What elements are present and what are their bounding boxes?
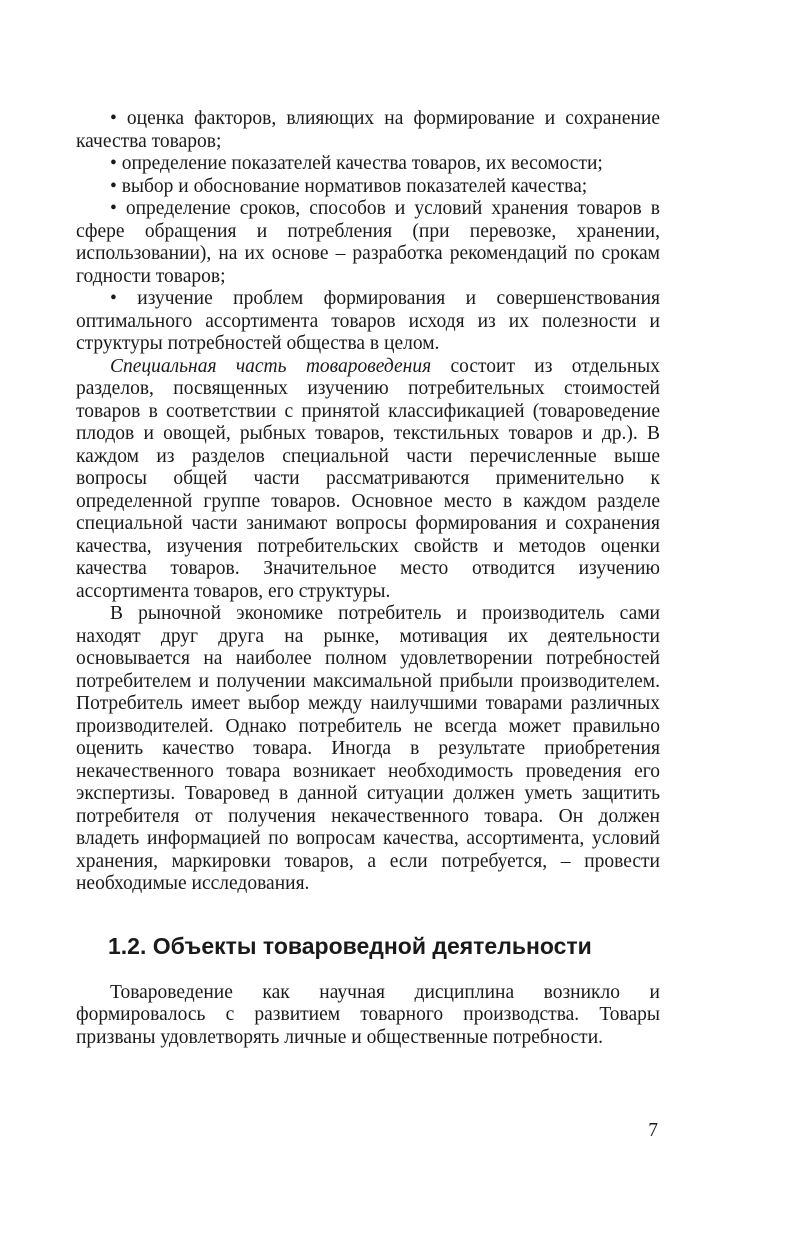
special-part-term: Специальная часть товароведения [110, 355, 432, 377]
bullet-item-assortment: • изучение проблем формирования и совершенствования оптимального ассортимента товаров исходя из их полезности и структуры потребностей общества в целом. [76, 288, 660, 354]
special-part-paragraph [76, 356, 660, 604]
market-economy-paragraph: В рыночной экономике потребитель и производитель сами находят друг друга на рынке, мотивация их деятельности основывается на наиболее полном удовлетворении потребностей потребителем и получении максимальной прибыли производителем. Потребитель имеет выбор между наилучшими товарами различных производителей. Однако потребитель не всегда может правильно оценить качество товара. Иногда в результате приобретения некачественного товара возникает необходимость проведения его экспертизы. Товаровед в данной ситуации должен уметь защитить потребителя от получения некачественного товара. Он должен владеть информацией по вопросам качества, ассортимента, условий хранения, маркировки товаров, а если потребуется, – провести необходимые исследования. [76, 603, 660, 894]
special-part-text: состоит из отдельных разделов, посвященных изучению потребительных стоимостей товаров в соответствии с принятой классификацией (товароведение плодов и овощей, рыбных товаров, текстильных товаров и др.). В каждом из разделов специальной части перечисленные выше вопросы общей части рассматриваются применительно к определенной группе товаров. Основное место в каждом разделе специальной части занимают вопросы формирования и сохранения качества, изучения потребительских свойств и методов оценки качества товаров. Значительное место отводится изучению ассортимента товаров, его структуры. [76, 355, 661, 602]
body-text [76, 108, 660, 896]
bullet-item-quality-indicators: • определение показателей качества товаров, их весомости; [110, 153, 603, 174]
section-body-text [76, 982, 660, 1050]
book-page [76, 108, 660, 1049]
bullet-item-storage-terms: • определение сроков, способов и условий хранения товаров в сфере обращения и потребления (при перевозке, хранении, использовании), на их основе – разработка рекомендаций по срокам годности товаров; [76, 198, 660, 287]
bullet-item-quality-factors: • оценка факторов, влияющих на формирование и сохранение качества товаров; [76, 108, 660, 152]
bullet-item-quality-standards: • выбор и обоснование нормативов показателей качества; [110, 175, 588, 197]
section-first-paragraph: Товароведение как научная дисциплина возникло и формировалось с развитием товарного производства. Товары призваны удовлетворять личные и общественные потребности. [76, 981, 660, 1048]
section-heading: 1.2. Объекты товароведной деятельности [108, 932, 592, 959]
page-number: 7 [648, 1120, 658, 1141]
